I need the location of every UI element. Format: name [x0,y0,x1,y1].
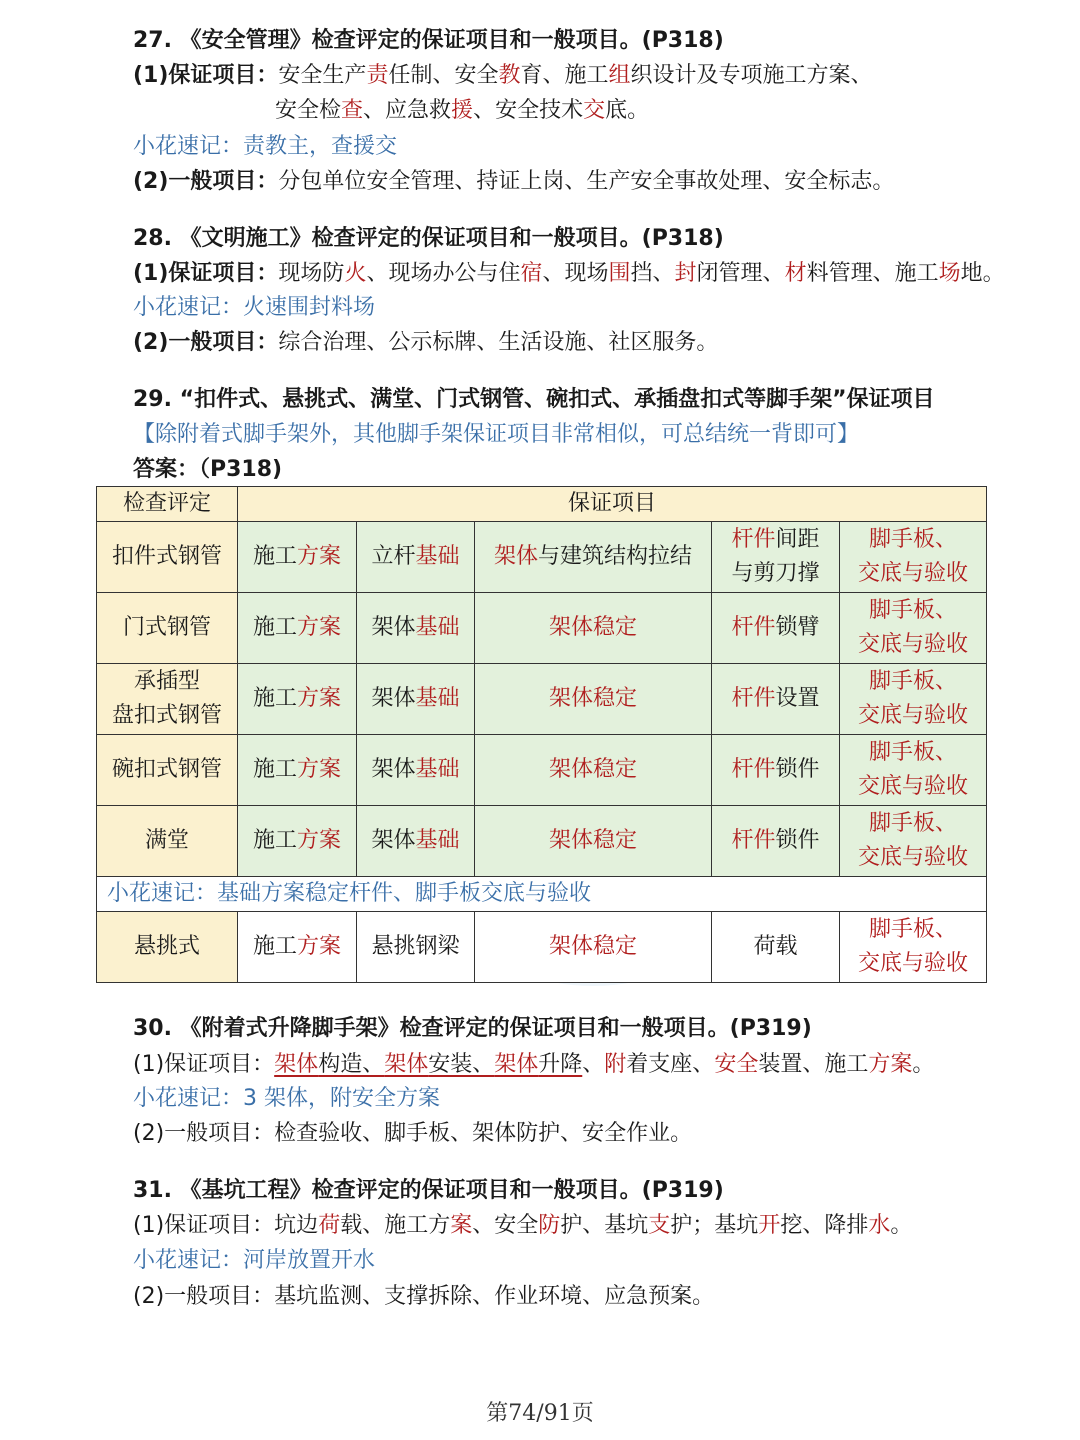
cell-line [712,523,839,557]
q30-guarantee-text-run: 架体 [384,1052,429,1077]
table-header-right: 保证项目 [238,487,987,522]
q28-guarantee-text-run: 现场防 [278,261,345,286]
table-row [97,806,987,877]
q31-title: 31. 《基坑工程》检查评定的保证项目和一般项目。(P319) [133,1178,724,1203]
cell-line [238,824,356,858]
cell-line-run: 荷载 [753,934,798,959]
q27-guarantee-text-2-run: 、安全技术 [473,98,584,123]
cell-line [840,628,986,662]
q27-guarantee [133,61,873,91]
table-memo-row [97,877,987,912]
scaffold-table [96,486,987,983]
cell-line: 门式钢管 [122,615,211,640]
cell-line [840,841,986,875]
cell-line: 碗扣式钢管 [111,757,222,782]
cell-line [475,682,711,716]
guarantee-item-cell [357,664,475,735]
cell-line-run: 杆件 [731,686,776,711]
q28-guarantee-text-run: 、现场 [542,261,609,286]
cell-line-run: 交底与验收 [858,561,969,586]
q31-guarantee-text-run: 支 [648,1213,671,1238]
q28-guarantee-text-run: 火 [344,261,367,286]
q31-guarantee-text-run: 开 [758,1213,781,1238]
cell-line [840,736,986,770]
cell-line-run: 基础 [415,544,460,569]
cell-line-run: 方案 [297,757,342,782]
cell-line-run: 设置 [775,686,820,711]
cell-line [238,540,356,574]
cell-line [475,930,711,964]
cell-line-run: 脚手板、 [869,598,958,623]
cell-line [712,611,839,645]
q30-guarantee-text-run: 、 [582,1052,605,1077]
q30-guarantee-text-run: 。 [912,1052,935,1077]
guarantee-item-cell [475,735,712,806]
q27-guarantee-text-2-run: 查 [341,98,364,123]
q27-general-label: (2)一般项目： [133,169,279,194]
guarantee-item-cell [238,522,357,593]
cell-line-run: 锁件 [775,828,820,853]
cell-line-run: 脚手板、 [869,527,958,552]
guarantee-item-cell [238,593,357,664]
q28-guarantee-text-run: 宿 [520,261,543,286]
cell-line [712,753,839,787]
page-number: 第74/91页 [486,1401,594,1426]
cell-line [357,540,474,574]
q30-guarantee-text-run: 着支座、 [626,1052,715,1077]
q28-general [133,328,718,358]
cell-line: 承插型 [133,669,200,694]
q27-guarantee-text-2-run: 、应急救 [363,98,452,123]
q30-guarantee-text-run: 架体 [274,1052,319,1077]
cell-line [357,682,474,716]
q30-guarantee-text-run: 安全 [714,1052,759,1077]
table-row [97,593,987,664]
cell-line-run: 基础 [415,686,460,711]
guarantee-item-cell [475,664,712,735]
guarantee-item-cell [357,593,475,664]
q30-guarantee-text-run: 附 [604,1052,627,1077]
table-row [97,912,987,983]
cell-line-run: 架体 [493,544,538,569]
cell-line [712,557,839,591]
cell-line-run: 方案 [297,934,342,959]
guarantee-item-cell [712,593,840,664]
q31-guarantee-text-run: 水 [868,1213,891,1238]
cell-line [840,699,986,733]
cell-line [840,557,986,591]
scaffold-type-cell [97,593,238,664]
cell-line [712,682,839,716]
q28-guarantee [133,259,1005,289]
cell-line [238,611,356,645]
cell-line-run: 方案 [297,615,342,640]
cell-line-run: 施工 [252,615,297,640]
cell-line-run: 脚手板、 [869,811,958,836]
cell-line-run: 架体 [371,686,416,711]
q28-title: 28. 《文明施工》检查评定的保证项目和一般项目。(P318) [133,226,724,251]
cell-line-run: 架体 [371,757,416,782]
guarantee-item-cell [357,912,475,983]
cell-line-run: 交底与验收 [858,951,969,976]
q31-guarantee-text-run: 防 [538,1213,561,1238]
q27-guarantee-text-2-run: 底。 [605,98,650,123]
cell-line-run: 方案 [297,828,342,853]
cell-line [357,824,474,858]
q31-guarantee-text-run: 挖、降排 [780,1213,869,1238]
q27-guarantee-text-1-run: 育、施工 [520,63,609,88]
q28-memo: 小花速记：火速围封料场 [133,295,376,320]
q28-guarantee-text-run: 、现场办公与住 [366,261,521,286]
q30-guarantee [133,1050,934,1080]
q27-guarantee-label: (1)保证项目： [133,63,279,88]
q28-guarantee-text-run: 地。 [960,261,1005,286]
cell-line-run: 基础 [415,828,460,853]
q27-guarantee-text-1-run: 组 [608,63,631,88]
q30-general-text: 检查验收、脚手板、架体防护、安全作业。 [274,1121,693,1146]
q27-guarantee-text-1-run: 任制、安全 [388,63,499,88]
cell-line-run: 架体稳定 [548,686,637,711]
cell-line-run: 施工 [252,686,297,711]
q31-guarantee-text-run: 护；基坑 [670,1213,759,1238]
q27-guarantee-text-2 [275,96,649,126]
q31-guarantee-label: (1)保证项目： [133,1213,275,1238]
guarantee-item-cell [357,522,475,593]
q31-general [133,1282,714,1312]
q28-guarantee-text-run: 材 [784,261,807,286]
cell-line-run: 方案 [297,686,342,711]
cell-line-run: 锁件 [775,757,820,782]
q28-guarantee-text-run: 围 [608,261,631,286]
q27-guarantee-text-2-run: 交 [583,98,606,123]
guarantee-item-cell [840,593,987,664]
cell-line-run: 施工 [252,544,297,569]
scaffold-type-cell [97,912,238,983]
cell-line-run: 方案 [297,544,342,569]
q28-guarantee-text-run: 闭管理、 [696,261,785,286]
table-header-left: 检查评定 [97,487,238,522]
cell-line-run: 基础 [415,757,460,782]
guarantee-item-cell [840,806,987,877]
cell-line [840,523,986,557]
cell-line-run: 锁臂 [775,615,820,640]
cell-line-run: 交底与验收 [858,632,969,657]
guarantee-item-cell [475,522,712,593]
cell-line [840,594,986,628]
q28-guarantee-label: (1)保证项目： [133,261,279,286]
cell-line-run: 架体 [371,615,416,640]
guarantee-item-cell [712,806,840,877]
q29-title: 29. “扣件式、悬挑式、满堂、门式钢管、碗扣式、承插盘扣式等脚手架”保证项目 [133,387,935,412]
guarantee-item-cell [712,912,840,983]
q27-general-text: 分包单位安全管理、持证上岗、生产安全事故处理、安全标志。 [278,169,895,194]
cell-line [840,913,986,947]
q30-guarantee-text-run: 升降 [538,1052,583,1077]
cell-line-run: 脚手板、 [869,917,958,942]
q27-guarantee-text-1-run: 责 [366,63,389,88]
cell-line-run: 交底与验收 [858,703,969,728]
cell-line: 盘扣式钢管 [111,703,222,728]
guarantee-item-cell [840,664,987,735]
q31-guarantee [133,1211,912,1241]
guarantee-item-cell [475,806,712,877]
q28-guarantee-text-run: 挡、 [630,261,675,286]
cell-line [238,753,356,787]
q31-guarantee-text [274,1213,912,1238]
cell-line [840,947,986,981]
q31-general-text: 基坑监测、支撑拆除、作业环境、应急预案。 [274,1284,715,1309]
table-row [97,522,987,593]
cell-line-run: 脚手板、 [869,740,958,765]
cell-line-run: 架体稳定 [548,828,637,853]
q30-guarantee-text-run: 装置、施工 [758,1052,869,1077]
cell-line-run: 杆件 [731,615,776,640]
cell-line [840,665,986,699]
cell-line-run: 杆件 [731,828,776,853]
q31-guarantee-text-run: 载、施工方 [340,1213,451,1238]
cell-line [840,807,986,841]
cell-line-run: 施工 [252,934,297,959]
cell-line-run: 架体稳定 [548,615,637,640]
q31-general-label: (2)一般项目： [133,1284,275,1309]
cell-line-run: 交底与验收 [858,845,969,870]
q27-title: 27. 《安全管理》检查评定的保证项目和一般项目。(P318) [133,28,724,53]
table-row [97,664,987,735]
q27-guarantee-text-1-run: 安全生产 [278,63,367,88]
cell-line-run: 施工 [252,757,297,782]
q30-general-label: (2)一般项目： [133,1121,275,1146]
cell-line [712,824,839,858]
cell-line-run: 架体稳定 [548,934,637,959]
cell-line [475,753,711,787]
q30-guarantee-text-run: 构造、 [318,1052,385,1077]
scaffold-type-cell [97,735,238,806]
guarantee-item-cell [712,735,840,806]
guarantee-item-cell [238,664,357,735]
cell-line [475,611,711,645]
cell-line [357,930,474,964]
guarantee-item-cell [357,735,475,806]
guarantee-item-cell [840,522,987,593]
cell-line-run: 杆件 [731,757,776,782]
q27-guarantee-text-1 [278,63,872,88]
guarantee-item-cell [357,806,475,877]
q29-note: 【除附着式脚手架外，其他脚手架保证项目非常相似，可总结统一背即可】 [133,422,860,447]
q28-general-text: 综合治理、公示标牌、生活设施、社区服务。 [278,330,719,355]
q31-guarantee-text-run: 。 [890,1213,913,1238]
q31-guarantee-text-run: 坑边 [274,1213,319,1238]
cell-line-run: 立杆 [371,544,416,569]
guarantee-item-cell [840,735,987,806]
table-header-row [97,487,987,522]
table-memo: 小花速记：基础方案稳定杆件、脚手板交底与验收 [97,877,987,912]
cell-line-run: 杆件 [731,527,776,552]
q29-answer: 答案：（P318) [133,457,283,482]
q27-guarantee-text-2-run: 安全检 [275,98,342,123]
scaffold-type-cell [97,522,238,593]
q30-guarantee-text-run: 安装、 [428,1052,495,1077]
cell-line [712,930,839,964]
q28-guarantee-text [278,261,1004,286]
q27-general [133,167,894,197]
cell-line [238,930,356,964]
cell-line-run: 与剪刀撑 [731,561,820,586]
cell-line: 悬挑式 [133,934,200,959]
guarantee-item-cell [475,593,712,664]
cell-line [475,824,711,858]
cell-line [840,770,986,804]
cell-line-run: 交底与验收 [858,774,969,799]
q30-guarantee-text-run: 架体 [494,1052,539,1077]
q28-guarantee-text-run: 场 [938,261,961,286]
q31-guarantee-text-run: 案 [450,1213,473,1238]
cell-line-run: 基础 [415,615,460,640]
cell-line-run: 施工 [252,828,297,853]
guarantee-item-cell [475,912,712,983]
cell-line-run: 架体 [371,828,416,853]
guarantee-item-cell [840,912,987,983]
cell-line [475,540,711,574]
q30-title: 30. 《附着式升降脚手架》检查评定的保证项目和一般项目。(P319) [133,1016,812,1041]
cell-line-run: 架体稳定 [548,757,637,782]
q31-guarantee-text-run: 护、基坑 [560,1213,649,1238]
scaffold-type-cell [97,806,238,877]
q27-guarantee-text-1-run: 教 [498,63,521,88]
q30-guarantee-text [274,1052,934,1077]
q28-guarantee-text-run: 料管理、施工 [806,261,939,286]
guarantee-item-cell [238,806,357,877]
q30-memo: 小花速记：3 架体，附安全方案 [133,1086,440,1111]
q28-guarantee-text-run: 封 [674,261,697,286]
q27-guarantee-text-1-run: 织设计及专项施工方案、 [630,63,873,88]
cell-line [357,611,474,645]
cell-line-run: 间距 [775,527,820,552]
q31-guarantee-text-run: 荷 [318,1213,341,1238]
q31-guarantee-text-run: 、安全 [472,1213,539,1238]
table-row [97,735,987,806]
scaffold-type-cell [97,664,238,735]
guarantee-item-cell [712,664,840,735]
q30-general [133,1119,692,1149]
q30-guarantee-label: (1)保证项目： [133,1052,275,1077]
cell-line: 扣件式钢管 [111,544,222,569]
guarantee-item-cell [238,735,357,806]
cell-line-run: 脚手板、 [869,669,958,694]
q28-general-label: (2)一般项目： [133,330,279,355]
cell-line [238,682,356,716]
q27-guarantee-text-2-run: 援 [451,98,474,123]
q30-guarantee-text-run: 方案 [868,1052,913,1077]
cell-line [357,753,474,787]
cell-line-run: 与建筑结构拉结 [538,544,693,569]
q31-memo: 小花速记：河岸放置开水 [133,1248,376,1273]
guarantee-item-cell [238,912,357,983]
q27-memo: 小花速记：责教主，查援交 [133,134,398,159]
cell-line: 满堂 [144,828,189,853]
cell-line-run: 悬挑钢梁 [371,934,460,959]
guarantee-item-cell [712,522,840,593]
